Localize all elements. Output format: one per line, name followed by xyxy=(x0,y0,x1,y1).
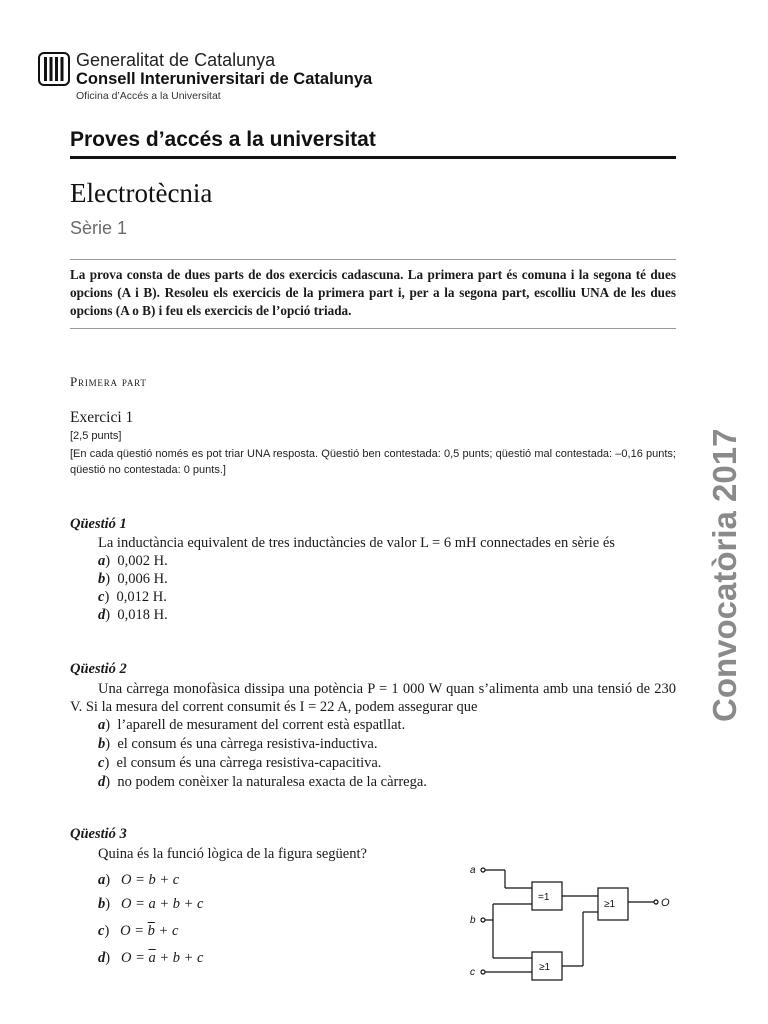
logic-circuit-diagram xyxy=(462,858,682,982)
intro-top-divider xyxy=(70,259,676,260)
generalitat-logo-icon xyxy=(38,52,70,86)
convocatoria-side-label: Convocatòria 2017 xyxy=(706,428,743,722)
circuit-input-b-label: b xyxy=(470,915,476,926)
circuit-input-c-label: c xyxy=(470,967,475,978)
series-label: Sèrie 1 xyxy=(70,218,128,238)
or-gate-bottom-label: ≥1 xyxy=(539,962,551,973)
intro-bottom-divider xyxy=(70,328,676,329)
question-2-text: Una càrrega monofàsica dissipa una potència P = 1 000 W quan s’alimenta amb una tensió de 230 V. Si la mesura del corrent consumit és I = 22 A, podem assegurar que xyxy=(70,681,676,715)
question-3-option-b: b) O = a + b + c xyxy=(98,896,204,912)
question-2-option-d: d) no podem conèixer la naturalesa exacta de la càrrega. xyxy=(98,774,427,790)
question-1-option-a: a) 0,002 H. xyxy=(98,553,168,569)
question-1-option-b: b) 0,006 H. xyxy=(98,571,168,587)
question-2-option-a: a) l’aparell de mesurament del corrent està espatllat. xyxy=(98,717,406,733)
question-1-option-c: c) 0,012 H. xyxy=(98,589,167,605)
question-3-option-a: a) O = b + c xyxy=(98,872,180,888)
question-1-title: Qüestió 1 xyxy=(70,516,127,532)
org-name-consell: Consell Interuniversitari de Catalunya xyxy=(76,70,373,88)
question-3-option-d: d) $O = \overline{a} + b + c$ xyxy=(98,950,204,966)
circuit-output-label: O xyxy=(661,897,670,909)
subject-title: Electrotècnia xyxy=(70,178,213,208)
exam-title: Proves d’accés a la universitat xyxy=(70,128,376,151)
exercise-heading: Exercici 1 xyxy=(70,409,134,426)
exercise-points: [2,5 punts] xyxy=(70,430,122,442)
question-2-option-c: c) el consum és una càrrega resistiva-capacitiva. xyxy=(98,755,382,771)
question-1-option-d: d) 0,018 H. xyxy=(98,607,168,623)
question-1-text: La inductància equivalent de tres inductàncies de valor L = 6 mH connectades en sèrie és xyxy=(98,535,615,551)
exercise-instructions: [En cada qüestió només es pot triar UNA resposta. Qüestió ben contestada: 0,5 punts; qüestió mal contestada: –0,16 punts; qüestió no contestada: 0 punts.] xyxy=(70,448,676,476)
question-3-text: Quina és la funció lògica de la figura següent? xyxy=(98,846,367,862)
org-name-generalitat: Generalitat de Catalunya xyxy=(76,50,276,70)
title-divider xyxy=(70,156,676,159)
question-2-option-b: b) el consum és una càrrega resistiva-inductiva. xyxy=(98,736,378,752)
part-heading: Primera part xyxy=(70,374,147,389)
circuit-input-a-label: a xyxy=(470,865,476,876)
xor-gate-label: =1 xyxy=(538,892,550,903)
or-gate-final-label: ≥1 xyxy=(604,899,616,910)
question-3-title: Qüestió 3 xyxy=(70,826,127,842)
question-3-option-c: c) $O = \overline{b} + c$ xyxy=(98,923,179,939)
org-name-oficina: Oficina d’Accés a la Universitat xyxy=(76,90,221,102)
question-2-title: Qüestió 2 xyxy=(70,661,127,677)
intro-text: La prova consta de dues parts de dos exercicis cadascuna. La primera part és comuna i la segona té dues opcions (A i B). Resoleu els exercicis de la primera part i, per a la segona part, escolliu UNA de les dues opcions (A o B) i feu els exercicis de l’opció triada. xyxy=(70,267,676,318)
